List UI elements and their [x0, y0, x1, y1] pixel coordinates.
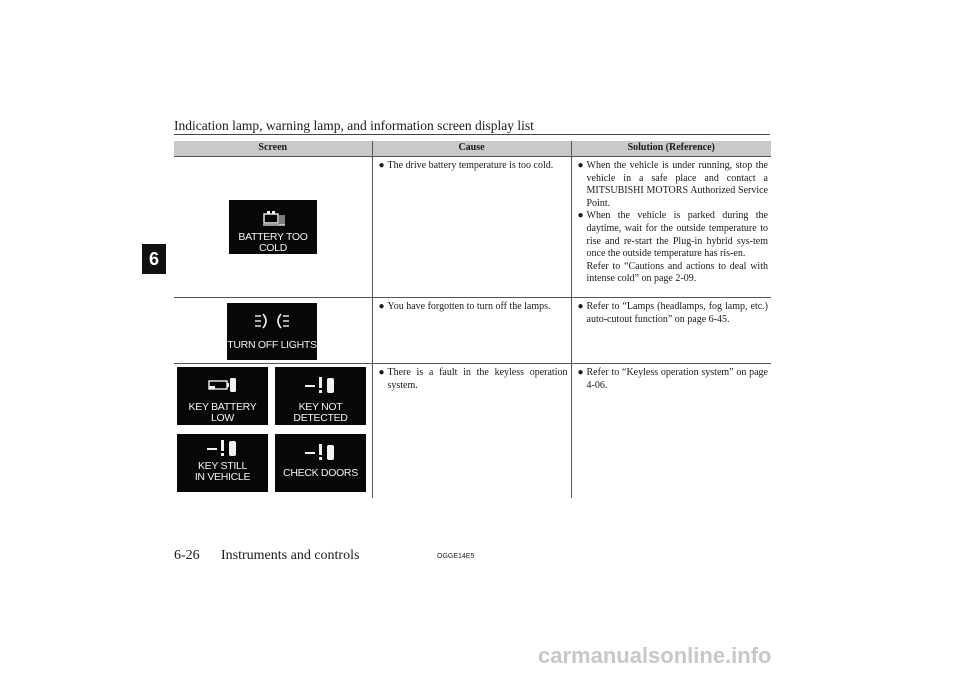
header-screen: Screen — [174, 141, 372, 157]
key-warning-icon — [275, 375, 366, 397]
display-label: BATTERY TOO COLD — [238, 231, 308, 254]
display-label: IN VEHICLE — [194, 471, 251, 483]
section-name: Instruments and controls — [221, 548, 360, 563]
list-item: ● There is a fault in the keyless operation system. — [378, 367, 568, 391]
display-check-doors — [275, 434, 366, 492]
display-battery-too-cold — [229, 200, 317, 254]
list-item: ● Refer to “Keyless operation system” on page 4-06. — [577, 367, 768, 391]
display-key-still-in-vehicle — [177, 434, 268, 492]
display-label: CHECK DOORS — [283, 467, 358, 479]
screen-cell — [174, 157, 372, 298]
solution-reference: Refer to “Cautions and actions to deal with intense cold” on page 2-09. — [586, 260, 768, 285]
table-row — [174, 157, 771, 298]
display-turn-off-lights — [227, 303, 317, 360]
key-warning-icon — [177, 438, 268, 460]
header-rule — [174, 134, 770, 135]
list-item: ● Refer to “Lamps (headlamps, fog lamp, etc.) auto-cutout function” on page 6-45. — [577, 301, 768, 325]
document-code: OGGE14E5 — [437, 553, 475, 560]
display-label: TURN OFF LIGHTS — [227, 339, 317, 351]
list-item: ● The drive battery temperature is too cold. — [378, 160, 554, 171]
table-row — [174, 364, 771, 498]
solution-cell — [571, 157, 771, 298]
cause-cell — [372, 157, 571, 298]
chapter-tab: 6 — [142, 244, 166, 274]
header-solution: Solution (Reference) — [571, 141, 771, 157]
indication-table — [174, 141, 771, 498]
key-warning-icon — [275, 442, 366, 464]
table-row — [174, 298, 771, 364]
list-item: ● When the vehicle is under running, stop the vehicle in a safe place and contact a MITSUBISHI MOTORS Authorized Service Point. — [577, 160, 768, 209]
screen-cell — [174, 364, 372, 498]
page-number: 6-26 — [174, 548, 200, 563]
list-item: ● You have forgotten to turn off the lamps. — [378, 301, 551, 312]
solution-cell — [571, 364, 771, 498]
screen-cell — [174, 298, 372, 364]
table-header-row — [174, 141, 771, 157]
display-label: KEY BATTERY LOW — [188, 401, 257, 424]
header-cause: Cause — [372, 141, 571, 157]
headlamps-icon — [227, 309, 317, 333]
display-key-battery-low — [177, 367, 268, 425]
list-item: ● When the vehicle is parked during the daytime, wait for the outside temperature to rise and re-start the Plug-in hybrid sys-tem once the outside temperature has ris-en. Refer to “Cautions and actions to deal with intense cold” on page 2-09. — [577, 210, 768, 285]
battery-cold-icon — [229, 205, 317, 231]
display-key-not-detected — [275, 367, 366, 425]
page-header-title: Indication lamp, warning lamp, and information screen display list — [174, 118, 534, 133]
watermark: carmanualsonline.info — [538, 643, 772, 668]
display-label: KEY STILL — [197, 460, 248, 472]
cause-cell — [372, 364, 571, 498]
display-label: KEY NOT DETECTED — [293, 401, 348, 424]
cause-cell — [372, 298, 571, 364]
solution-cell — [571, 298, 771, 364]
key-battery-icon — [177, 375, 268, 397]
